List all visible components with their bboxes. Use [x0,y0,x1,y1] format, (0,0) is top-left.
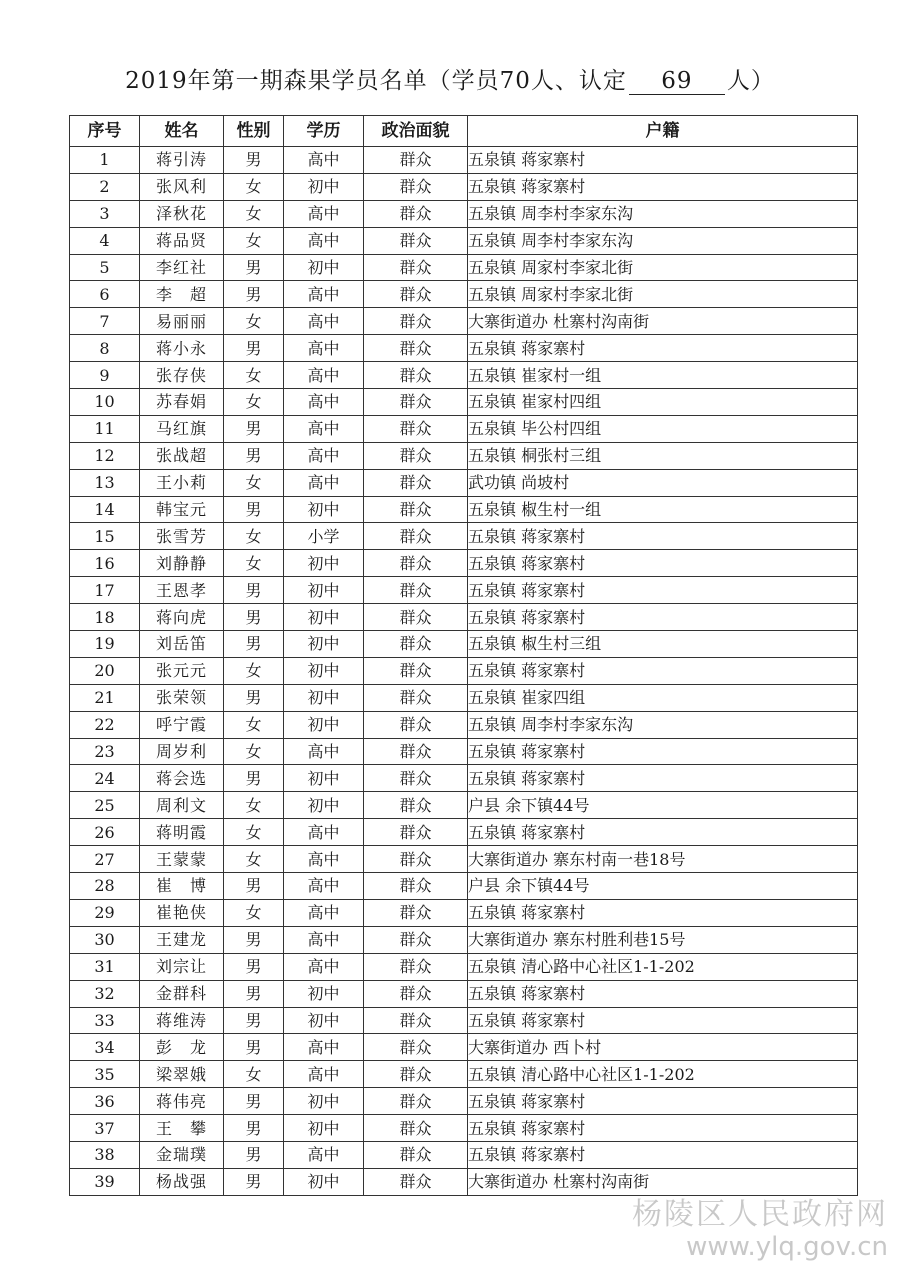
cell-index: 15 [70,523,140,550]
table-row [70,873,858,900]
cell-household-registration: 五泉镇 蒋家寨村 [468,523,858,550]
cell-name: 王 攀 [140,1115,224,1142]
cell-index: 36 [70,1088,140,1115]
cell-name: 易丽丽 [140,308,224,335]
cell-gender: 男 [224,684,284,711]
cell-education: 初中 [284,711,364,738]
cell-political-status: 群众 [364,389,468,416]
cell-political-status: 群众 [364,496,468,523]
cell-index: 26 [70,819,140,846]
table-row [70,389,858,416]
cell-household-registration: 五泉镇 蒋家寨村 [468,738,858,765]
cell-name: 蒋明霞 [140,819,224,846]
cell-education: 初中 [284,657,364,684]
cell-political-status: 群众 [364,1115,468,1142]
table-row [70,173,858,200]
cell-index: 29 [70,899,140,926]
watermark-url: www.ylq.gov.cn [686,1231,888,1262]
cell-index: 24 [70,765,140,792]
cell-name: 崔艳侠 [140,899,224,926]
cell-household-registration: 五泉镇 蒋家寨村 [468,577,858,604]
cell-gender: 男 [224,1034,284,1061]
cell-index: 31 [70,953,140,980]
cell-household-registration: 五泉镇 周家村李家北街 [468,254,858,281]
cell-name: 蒋维涛 [140,1007,224,1034]
cell-household-registration: 大寨街道办 寨东村南一巷18号 [468,846,858,873]
cell-name: 张风利 [140,173,224,200]
cell-education: 高中 [284,415,364,442]
cell-political-status: 群众 [364,873,468,900]
cell-household-registration: 五泉镇 蒋家寨村 [468,147,858,174]
header-education: 学历 [284,116,364,147]
cell-name: 杨战强 [140,1168,224,1195]
cell-index: 11 [70,415,140,442]
cell-index: 18 [70,604,140,631]
cell-education: 初中 [284,980,364,1007]
cell-name: 周岁利 [140,738,224,765]
cell-household-registration: 五泉镇 蒋家寨村 [468,980,858,1007]
cell-name: 韩宝元 [140,496,224,523]
student-roster-table [69,115,858,1196]
cell-household-registration: 五泉镇 蒋家寨村 [468,657,858,684]
cell-household-registration: 五泉镇 毕公村四组 [468,415,858,442]
cell-gender: 女 [224,899,284,926]
cell-name: 苏春娟 [140,389,224,416]
cell-gender: 女 [224,362,284,389]
cell-name: 周利文 [140,792,224,819]
cell-index: 22 [70,711,140,738]
cell-household-registration: 五泉镇 椒生村三组 [468,631,858,658]
table-row [70,926,858,953]
cell-education: 初中 [284,1168,364,1195]
cell-gender: 男 [224,873,284,900]
table-row [70,711,858,738]
cell-index: 35 [70,1061,140,1088]
cell-name: 刘静静 [140,550,224,577]
cell-gender: 男 [224,1115,284,1142]
cell-political-status: 群众 [364,604,468,631]
cell-political-status: 群众 [364,792,468,819]
cell-name: 金瑞璞 [140,1141,224,1168]
table-row [70,899,858,926]
cell-index: 32 [70,980,140,1007]
cell-household-registration: 五泉镇 蒋家寨村 [468,604,858,631]
header-household-registration: 户籍 [468,116,858,147]
cell-household-registration: 五泉镇 周李村李家东沟 [468,200,858,227]
cell-household-registration: 五泉镇 蒋家寨村 [468,1088,858,1115]
cell-gender: 男 [224,1007,284,1034]
cell-name: 张雪芳 [140,523,224,550]
cell-index: 27 [70,846,140,873]
cell-education: 初中 [284,496,364,523]
table-row [70,227,858,254]
table-row [70,765,858,792]
table-row [70,281,858,308]
cell-name: 李红社 [140,254,224,281]
cell-index: 39 [70,1168,140,1195]
cell-index: 10 [70,389,140,416]
cell-household-registration: 大寨街道办 西卜村 [468,1034,858,1061]
cell-political-status: 群众 [364,550,468,577]
cell-political-status: 群众 [364,765,468,792]
table-row [70,550,858,577]
table-row [70,604,858,631]
cell-index: 38 [70,1141,140,1168]
table-row [70,1088,858,1115]
cell-political-status: 群众 [364,577,468,604]
table-row [70,254,858,281]
cell-education: 初中 [284,1088,364,1115]
cell-gender: 男 [224,1088,284,1115]
cell-household-registration: 五泉镇 蒋家寨村 [468,550,858,577]
cell-education: 高中 [284,899,364,926]
watermark-site-name: 杨陵区人民政府网 [632,1197,888,1232]
cell-household-registration: 五泉镇 清心路中心社区1-1-202 [468,953,858,980]
cell-education: 高中 [284,819,364,846]
table-row [70,200,858,227]
cell-gender: 男 [224,577,284,604]
cell-education: 高中 [284,1034,364,1061]
cell-gender: 女 [224,1061,284,1088]
cell-political-status: 群众 [364,415,468,442]
cell-gender: 男 [224,442,284,469]
cell-household-registration: 五泉镇 蒋家寨村 [468,1115,858,1142]
cell-household-registration: 武功镇 尚坡村 [468,469,858,496]
cell-name: 金群科 [140,980,224,1007]
cell-index: 7 [70,308,140,335]
cell-index: 1 [70,147,140,174]
cell-household-registration: 五泉镇 清心路中心社区1-1-202 [468,1061,858,1088]
cell-household-registration: 五泉镇 蒋家寨村 [468,899,858,926]
table-row [70,469,858,496]
cell-gender: 男 [224,147,284,174]
cell-education: 高中 [284,873,364,900]
cell-household-registration: 五泉镇 蒋家寨村 [468,1141,858,1168]
cell-household-registration: 五泉镇 周家村李家北街 [468,281,858,308]
cell-education: 高中 [284,953,364,980]
cell-index: 4 [70,227,140,254]
cell-index: 13 [70,469,140,496]
cell-index: 14 [70,496,140,523]
table-row [70,577,858,604]
cell-political-status: 群众 [364,631,468,658]
table-header-row [70,116,858,147]
cell-index: 3 [70,200,140,227]
cell-household-registration: 五泉镇 椒生村一组 [468,496,858,523]
cell-gender: 女 [224,738,284,765]
cell-gender: 男 [224,604,284,631]
table-row [70,362,858,389]
header-gender: 性别 [224,116,284,147]
cell-political-status: 群众 [364,1034,468,1061]
cell-index: 30 [70,926,140,953]
cell-gender: 男 [224,765,284,792]
cell-political-status: 群众 [364,1141,468,1168]
cell-name: 蒋伟亮 [140,1088,224,1115]
cell-education: 小学 [284,523,364,550]
table-row [70,147,858,174]
cell-political-status: 群众 [364,308,468,335]
table-row [70,496,858,523]
cell-name: 蒋引涛 [140,147,224,174]
cell-name: 蒋向虎 [140,604,224,631]
table-body [70,147,858,1196]
cell-name: 张战超 [140,442,224,469]
cell-index: 25 [70,792,140,819]
cell-education: 初中 [284,604,364,631]
cell-political-status: 群众 [364,335,468,362]
cell-education: 高中 [284,200,364,227]
cell-gender: 女 [224,711,284,738]
cell-political-status: 群众 [364,684,468,711]
cell-gender: 女 [224,550,284,577]
table-row [70,657,858,684]
cell-gender: 男 [224,926,284,953]
cell-education: 高中 [284,1141,364,1168]
cell-education: 初中 [284,1115,364,1142]
cell-political-status: 群众 [364,1061,468,1088]
cell-gender: 女 [224,469,284,496]
watermark [632,1198,888,1262]
cell-name: 泽秋花 [140,200,224,227]
cell-education: 高中 [284,738,364,765]
cell-household-registration: 五泉镇 蒋家寨村 [468,173,858,200]
cell-education: 高中 [284,308,364,335]
cell-gender: 男 [224,415,284,442]
cell-name: 李 超 [140,281,224,308]
cell-name: 王小莉 [140,469,224,496]
cell-gender: 女 [224,657,284,684]
cell-index: 21 [70,684,140,711]
cell-household-registration: 户县 余下镇44号 [468,792,858,819]
cell-political-status: 群众 [364,227,468,254]
cell-name: 张荣领 [140,684,224,711]
cell-household-registration: 大寨街道办 杜寨村沟南街 [468,1168,858,1195]
cell-index: 34 [70,1034,140,1061]
cell-political-status: 群众 [364,254,468,281]
cell-name: 蒋小永 [140,335,224,362]
header-political-status: 政治面貌 [364,116,468,147]
cell-political-status: 群众 [364,980,468,1007]
cell-political-status: 群众 [364,953,468,980]
cell-index: 9 [70,362,140,389]
cell-household-registration: 五泉镇 崔家村一组 [468,362,858,389]
cell-gender: 男 [224,980,284,1007]
cell-name: 张存侠 [140,362,224,389]
title-suffix: 人） [726,68,775,94]
cell-gender: 女 [224,523,284,550]
header-index: 序号 [70,116,140,147]
cell-political-status: 群众 [364,1007,468,1034]
cell-political-status: 群众 [364,442,468,469]
cell-household-registration: 五泉镇 蒋家寨村 [468,1007,858,1034]
cell-gender: 男 [224,335,284,362]
cell-education: 高中 [284,926,364,953]
cell-education: 初中 [284,631,364,658]
title-count: 69 [629,68,725,95]
cell-household-registration: 五泉镇 崔家村四组 [468,389,858,416]
cell-political-status: 群众 [364,200,468,227]
table-row [70,846,858,873]
cell-gender: 女 [224,819,284,846]
cell-name: 马红旗 [140,415,224,442]
cell-name: 崔 博 [140,873,224,900]
cell-name: 张元元 [140,657,224,684]
cell-gender: 女 [224,173,284,200]
cell-name: 梁翠娥 [140,1061,224,1088]
table-row [70,415,858,442]
cell-political-status: 群众 [364,469,468,496]
cell-index: 33 [70,1007,140,1034]
cell-political-status: 群众 [364,1168,468,1195]
cell-gender: 男 [224,1141,284,1168]
cell-education: 高中 [284,281,364,308]
cell-name: 呼宁霞 [140,711,224,738]
cell-gender: 女 [224,846,284,873]
cell-education: 高中 [284,147,364,174]
cell-household-registration: 五泉镇 崔家四组 [468,684,858,711]
cell-household-registration: 五泉镇 蒋家寨村 [468,765,858,792]
cell-index: 6 [70,281,140,308]
cell-name: 彭 龙 [140,1034,224,1061]
table-row [70,1168,858,1195]
cell-education: 初中 [284,684,364,711]
table-row [70,819,858,846]
cell-household-registration: 五泉镇 周李村李家东沟 [468,711,858,738]
cell-household-registration: 大寨街道办 寨东村胜利巷15号 [468,926,858,953]
cell-political-status: 群众 [364,657,468,684]
table-row [70,980,858,1007]
cell-gender: 男 [224,254,284,281]
cell-household-registration: 大寨街道办 杜寨村沟南街 [468,308,858,335]
table-row [70,1115,858,1142]
table-row [70,738,858,765]
cell-index: 16 [70,550,140,577]
cell-index: 5 [70,254,140,281]
table-row [70,335,858,362]
cell-education: 初中 [284,577,364,604]
cell-education: 初中 [284,792,364,819]
table-row [70,792,858,819]
cell-education: 初中 [284,254,364,281]
cell-education: 高中 [284,389,364,416]
cell-index: 12 [70,442,140,469]
table-row [70,1007,858,1034]
cell-political-status: 群众 [364,173,468,200]
table-row [70,1061,858,1088]
cell-education: 高中 [284,227,364,254]
cell-name: 王蒙蒙 [140,846,224,873]
cell-name: 蒋会选 [140,765,224,792]
table-row [70,1034,858,1061]
cell-name: 刘岳笛 [140,631,224,658]
cell-gender: 男 [224,631,284,658]
cell-index: 28 [70,873,140,900]
cell-education: 高中 [284,335,364,362]
table-row [70,684,858,711]
cell-education: 高中 [284,362,364,389]
table-row [70,1141,858,1168]
cell-gender: 女 [224,308,284,335]
cell-political-status: 群众 [364,523,468,550]
cell-index: 23 [70,738,140,765]
cell-gender: 男 [224,1168,284,1195]
table-row [70,308,858,335]
cell-household-registration: 户县 余下镇44号 [468,873,858,900]
cell-gender: 男 [224,953,284,980]
cell-name: 刘宗让 [140,953,224,980]
cell-political-status: 群众 [364,711,468,738]
cell-gender: 女 [224,389,284,416]
cell-education: 初中 [284,765,364,792]
cell-index: 20 [70,657,140,684]
title-prefix: 2019年第一期森果学员名单（学员70人、认定 [125,68,627,94]
table-row [70,523,858,550]
cell-political-status: 群众 [364,1088,468,1115]
cell-name: 王建龙 [140,926,224,953]
cell-education: 初中 [284,550,364,577]
table-row [70,442,858,469]
cell-name: 蒋品贤 [140,227,224,254]
cell-index: 19 [70,631,140,658]
cell-index: 37 [70,1115,140,1142]
cell-political-status: 群众 [364,846,468,873]
cell-household-registration: 五泉镇 蒋家寨村 [468,819,858,846]
cell-household-registration: 五泉镇 周李村李家东沟 [468,227,858,254]
cell-education: 高中 [284,1061,364,1088]
cell-education: 初中 [284,173,364,200]
cell-index: 8 [70,335,140,362]
cell-political-status: 群众 [364,819,468,846]
cell-political-status: 群众 [364,147,468,174]
cell-education: 高中 [284,469,364,496]
cell-political-status: 群众 [364,899,468,926]
cell-gender: 女 [224,227,284,254]
cell-index: 17 [70,577,140,604]
cell-political-status: 群众 [364,281,468,308]
cell-gender: 女 [224,200,284,227]
cell-education: 初中 [284,1007,364,1034]
cell-political-status: 群众 [364,738,468,765]
cell-political-status: 群众 [364,362,468,389]
cell-household-registration: 五泉镇 蒋家寨村 [468,335,858,362]
table-row [70,631,858,658]
cell-index: 2 [70,173,140,200]
cell-gender: 男 [224,281,284,308]
cell-education: 高中 [284,846,364,873]
cell-name: 王恩孝 [140,577,224,604]
cell-household-registration: 五泉镇 桐张村三组 [468,442,858,469]
cell-gender: 女 [224,792,284,819]
cell-education: 高中 [284,442,364,469]
cell-gender: 男 [224,496,284,523]
table-row [70,953,858,980]
page-title [0,62,900,95]
cell-political-status: 群众 [364,926,468,953]
header-name: 姓名 [140,116,224,147]
